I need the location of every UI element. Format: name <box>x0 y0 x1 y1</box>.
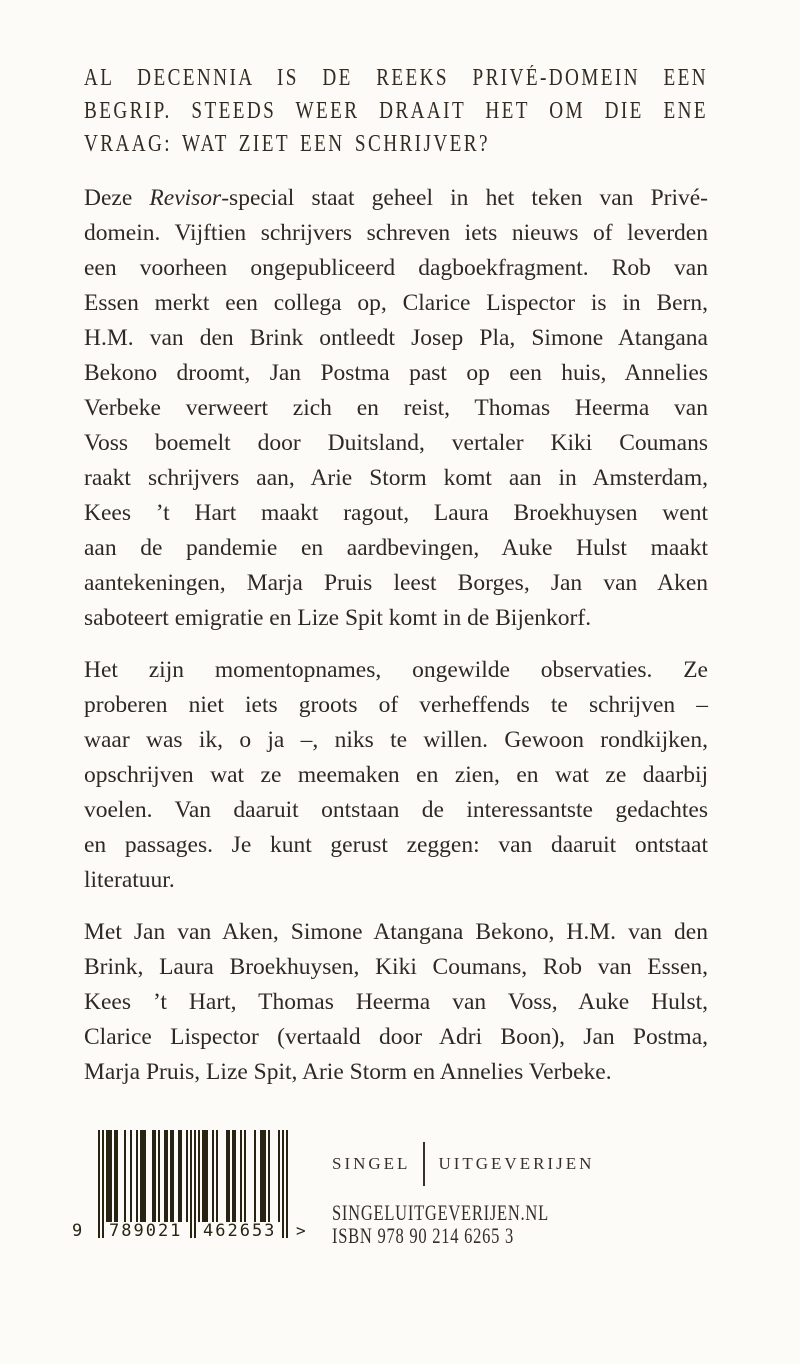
barcode-quiet-zone-arrow: > <box>296 1221 306 1240</box>
text-line <box>84 985 708 1020</box>
barcode-bar <box>98 1130 100 1238</box>
text-run: raakt schrijvers aan, Arie Storm komt aan in Amsterdam, <box>84 465 708 491</box>
barcode-bar <box>136 1130 138 1222</box>
text-run: domein. Vijftien schrijvers schreven iets nieuws of leverden <box>84 220 708 246</box>
text-line <box>84 461 708 496</box>
text-run: AL DECENNIA IS DE REEKS PRIVÉ-DOMEIN EEN <box>84 65 708 91</box>
text-line <box>84 863 708 898</box>
text-run: proberen niet iets groots of verheffends te schrijven – <box>84 692 708 718</box>
text-line <box>84 128 708 161</box>
text-line <box>84 356 708 391</box>
barcode-bar <box>116 1130 118 1222</box>
text-line <box>84 915 708 950</box>
text-line <box>84 1055 708 1090</box>
barcode-bar <box>268 1130 270 1222</box>
barcode-bar <box>130 1130 132 1222</box>
barcode-bar <box>166 1130 168 1222</box>
barcode-bar <box>254 1130 256 1222</box>
text-line <box>84 251 708 286</box>
text-run: Het zijn momentopnames, ongewilde observaties. Ze <box>84 657 708 683</box>
text-run: literatuur. <box>84 867 175 893</box>
text-line <box>84 321 708 356</box>
text-line <box>84 216 708 251</box>
text-run: waar was ik, o ja –, niks te willen. Gewoon rondkijken, <box>84 727 708 753</box>
text-line <box>84 62 708 95</box>
barcode-digits-group2: 462653 <box>203 1221 277 1241</box>
text-run: Verbeke verweert zich en reist, Thomas Heerma van <box>84 395 708 421</box>
text-line <box>84 688 708 723</box>
text-line <box>84 496 708 531</box>
text-run: saboteert emigratie en Lize Spit komt in de Bijenkorf. <box>84 605 592 631</box>
text-run: Kees ’t Hart, Thomas Heerma van Voss, Auke Hulst, <box>84 989 708 1015</box>
blurb-paragraph-reflection <box>84 653 708 898</box>
barcode-leading-digit: 9 <box>72 1221 83 1241</box>
barcode-bar <box>194 1130 196 1238</box>
text-run: -special staat geheel in het teken van Privé- <box>221 185 708 211</box>
isbn-text: ISBN 978 90 214 6265 3 <box>332 1223 514 1248</box>
ean-barcode <box>72 1130 306 1244</box>
barcode-bar <box>212 1130 214 1222</box>
text-line <box>84 531 708 566</box>
barcode-bar <box>154 1130 156 1222</box>
text-run: Kees ’t Hart maakt ragout, Laura Broekhuysen went <box>84 500 708 526</box>
barcode-bar <box>216 1130 218 1222</box>
barcode-bar <box>244 1130 246 1222</box>
barcode-bar <box>206 1130 208 1222</box>
text-line <box>84 601 708 636</box>
barcode-bar <box>186 1130 188 1222</box>
blurb-paragraph-contributors <box>84 915 708 1090</box>
barcode-bar <box>144 1130 146 1222</box>
barcode-bar <box>286 1130 288 1238</box>
text-line <box>84 1020 708 1055</box>
text-line <box>84 426 708 461</box>
text-run: en passages. Je kunt gerust zeggen: van daaruit ontstaat <box>84 832 708 858</box>
text-run: opschrijven wat ze meemaken en zien, en wat ze daarbij <box>84 762 708 788</box>
text-run: een voorheen ongepubliceerd dagboekfragment. Rob van <box>84 255 708 281</box>
text-run: Bekono droomt, Jan Postma past op een huis, Annelies <box>84 360 708 386</box>
italic-text-run: Revisor <box>149 185 222 211</box>
text-run: BEGRIP. STEEDS WEER DRAAIT HET OM DIE ENE <box>84 98 708 124</box>
text-run: Marja Pruis, Lize Spit, Arie Storm en Annelies Verbeke. <box>84 1059 612 1085</box>
text-line <box>84 653 708 688</box>
text-line <box>84 391 708 426</box>
text-run: Deze <box>84 185 150 211</box>
barcode-bar <box>228 1130 230 1222</box>
barcode-bar <box>102 1130 104 1238</box>
text-run: Met Jan van Aken, Simone Atangana Bekono, H.M. van den <box>84 919 708 945</box>
barcode-bar <box>278 1130 280 1222</box>
barcode-bar <box>110 1130 112 1222</box>
blurb-paragraph-intro <box>84 181 708 636</box>
text-line <box>84 723 708 758</box>
text-run: VRAAG: WAT ZIET EEN SCHRIJVER? <box>84 131 490 157</box>
text-run: Clarice Lispector (vertaald door Adri Boon), Jan Postma, <box>84 1024 708 1050</box>
publisher-website: SINGELUITGEVERIJEN.NL <box>332 1200 549 1225</box>
text-line <box>84 181 708 216</box>
barcode-bar <box>190 1130 192 1238</box>
text-run: Essen merkt een collega op, Clarice Lispector is in Bern, <box>84 290 708 316</box>
text-run: H.M. van den Brink ontleedt Josep Pla, Simone Atangana <box>84 325 708 351</box>
barcode-bar <box>264 1130 266 1222</box>
text-run: Voss boemelt door Duitsland, vertaler Kiki Coumans <box>84 430 708 456</box>
publisher-name-left: SINGEL <box>332 1154 411 1173</box>
text-line <box>84 566 708 601</box>
text-line <box>84 828 708 863</box>
publisher-name-right: UITGEVERIJEN <box>438 1154 595 1173</box>
barcode-bar <box>282 1130 284 1238</box>
blurb <box>84 62 708 1090</box>
text-line <box>84 95 708 128</box>
publisher-logo <box>332 1142 594 1186</box>
barcode-bar <box>158 1130 160 1222</box>
text-line <box>84 793 708 828</box>
blurb-header <box>84 62 708 161</box>
logo-divider <box>423 1142 425 1186</box>
barcode-bar <box>234 1130 236 1222</box>
text-line <box>84 286 708 321</box>
text-run: aantekeningen, Marja Pruis leest Borges, Jan van Aken <box>84 570 708 596</box>
barcode-bar <box>198 1130 200 1222</box>
barcode-bar <box>180 1130 182 1222</box>
barcode-bar <box>172 1130 174 1222</box>
barcode-bar <box>124 1130 126 1222</box>
text-line <box>84 950 708 985</box>
text-line <box>84 758 708 793</box>
barcode-digits-group1: 789021 <box>109 1221 183 1241</box>
text-run: voelen. Van daaruit ontstaan de interessantste gedachtes <box>84 797 708 823</box>
text-run: aan de pandemie en aardbevingen, Auke Hulst maakt <box>84 535 708 561</box>
text-run: Brink, Laura Broekhuysen, Kiki Coumans, Rob van Essen, <box>84 954 708 980</box>
barcode-bar <box>240 1130 242 1222</box>
